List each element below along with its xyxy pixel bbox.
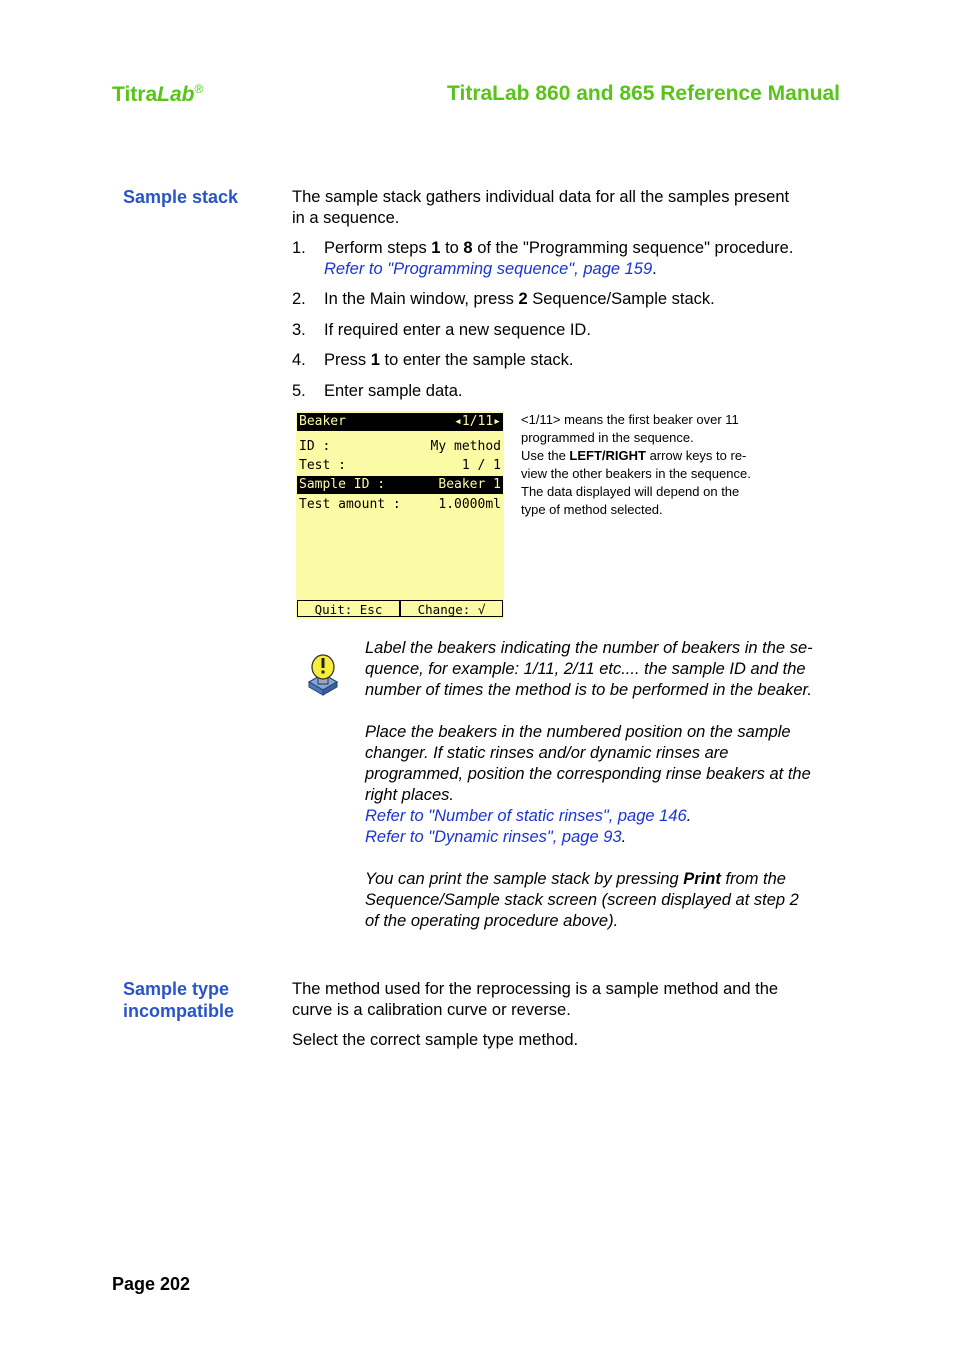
screen-row-id: ID : My method [299, 439, 501, 454]
link-programming-sequence[interactable]: Refer to "Programming sequence", page 159 [324, 260, 653, 278]
intro-paragraph: The sample stack gathers individual data for all the samples present in a sequence. [292, 188, 790, 227]
section2-paragraph: The method used for the reprocessing is a sample method and the curve is a calibration curve or reverse. [292, 980, 779, 1019]
manual-title: TitraLab 860 and 865 Reference Manual [447, 82, 840, 105]
screen-row-test-amount: Test amount : 1.0000ml [299, 497, 501, 512]
beaker-counter: ◂1/11▸ [454, 414, 501, 429]
lightbulb-tip-icon [305, 652, 341, 698]
link-static-rinses[interactable]: Refer to "Number of static rinses", page 146 [365, 807, 687, 825]
screen-caption: <1/11> means the first beaker over 11 programmed in the sequence. Use the LEFT/RIGHT arrow keys to re- view the other beakers in the sequence. The data displayed will depend on the type of method selected. [521, 412, 751, 517]
instrument-screen [296, 411, 504, 619]
screen-title-bar: Beaker ◂1/11▸ [299, 414, 501, 429]
link-dynamic-rinses[interactable]: Refer to "Dynamic rinses", page 93 [365, 828, 622, 846]
section-heading-sample-stack: Sample stack [123, 187, 239, 207]
section2-instruction: Select the correct sample type method. [292, 1031, 579, 1049]
change-button[interactable]: Change: √ [400, 600, 503, 617]
screen-row-test: Test : 1 / 1 [299, 458, 501, 473]
quit-button[interactable]: Quit: Esc [297, 600, 400, 617]
section-heading-sample-type-incompatible: Sample type incompatible [123, 979, 235, 1021]
brand-logo: TitraLab® [112, 82, 204, 106]
screen-row-sample-id: Sample ID : Beaker 1 [299, 477, 501, 492]
page-number: Page 202 [112, 1274, 191, 1294]
tip-note: Label the beakers indicating the number of beakers in the se- quence, for example: 1/11, 2/11 etc.... the sample ID and the number of times the method is to be performed in the beaker. Place the beakers in the numbered position on the sample changer. If static rinses and/or dynamic rinses are programmed, position the corresponding rinse beakers at the right places. Refer to "Number of static rinses", page 146. Refer to "Dynamic rinses", page 93. You can print the sample stack by pressing Print from the Sequence/Sample stack screen (screen displayed at step 2 of the operating procedure above). [365, 639, 813, 930]
